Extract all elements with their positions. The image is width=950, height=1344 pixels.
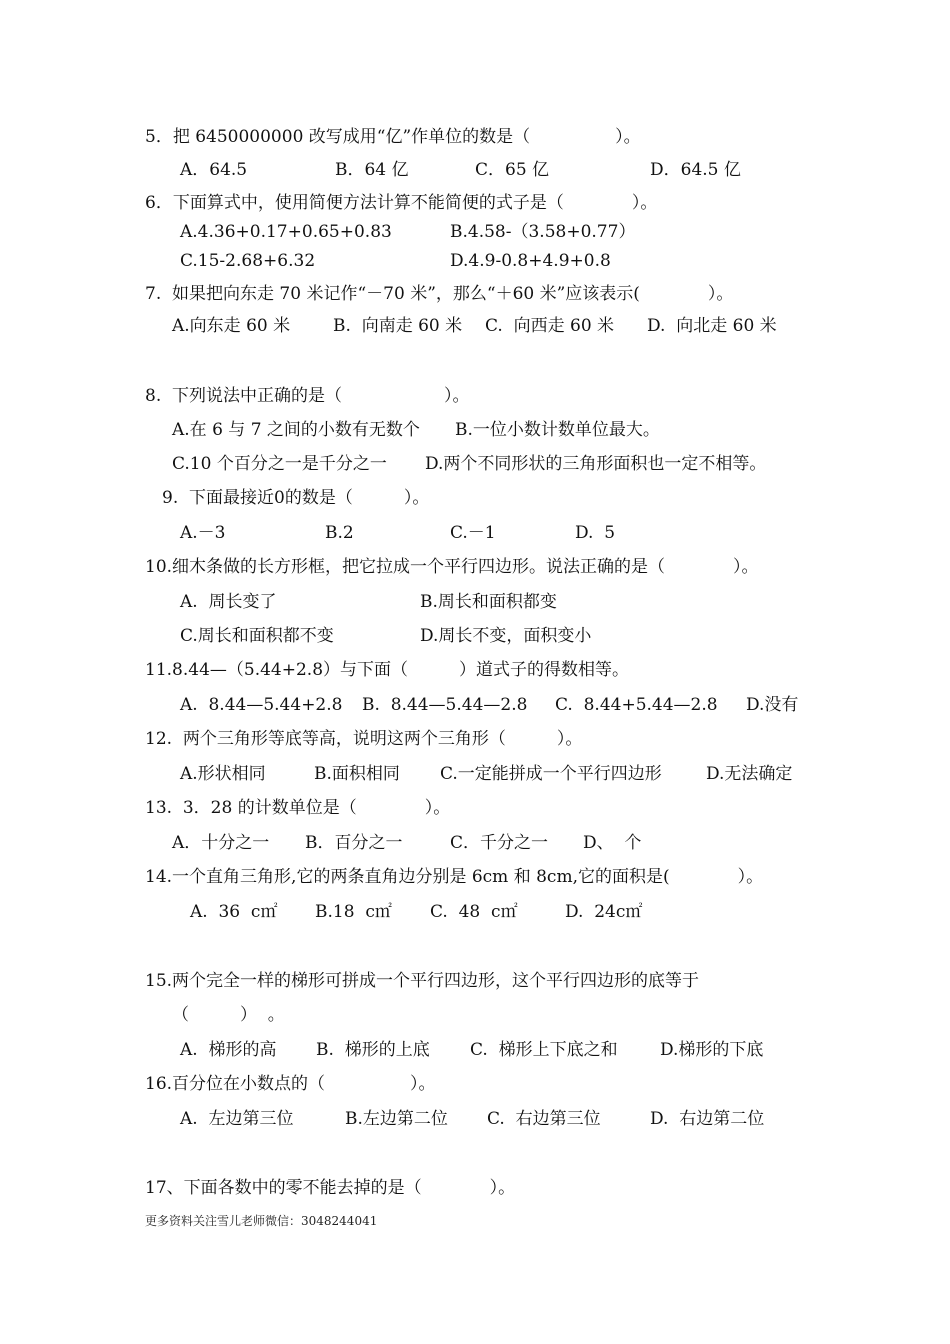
question-15-option-d: D.梯形的下底	[660, 1040, 764, 1060]
question-10-option-d: D.周长不变，面积变小	[420, 626, 592, 646]
footer-note: 更多资料关注雪儿老师微信：3048244041	[145, 1214, 378, 1228]
question-15-option-b: B. 梯形的上底	[316, 1040, 430, 1060]
question-15-stem-continuation: （ ） 。	[172, 1005, 285, 1025]
question-13-option-d: D、 个	[583, 833, 642, 853]
question-16-option-b: B.左边第二位	[345, 1109, 448, 1129]
question-5-option-b: B．64 亿	[335, 160, 409, 180]
question-10-option-c: C.周长和面积都不变	[180, 626, 334, 646]
question-9-option-c: C.－1	[450, 523, 496, 543]
question-14-option-d: D. 24c㎡	[565, 902, 643, 922]
question-15-stem: 15.两个完全一样的梯形可拼成一个平行四边形，这个平行四边形的底等于	[145, 971, 700, 991]
question-10-option-a: A. 周长变了	[180, 592, 277, 612]
question-11-option-b: B. 8.44—5.44—2.8	[362, 695, 528, 715]
question-12-option-b: B.面积相同	[314, 764, 400, 784]
question-6-option-a: A.4.36+0.17+0.65+0.83	[180, 222, 392, 242]
question-13-option-a: A．十分之一	[172, 833, 270, 853]
question-5-option-c: C．65 亿	[475, 160, 550, 180]
question-10-option-b: B.周长和面积都变	[420, 592, 557, 612]
question-8-option-b: B.一位小数计数单位最大。	[455, 420, 660, 440]
question-17-stem: 17、下面各数中的零不能去掉的是（ ）。	[145, 1178, 516, 1198]
question-14-option-a: A. 36 c㎡	[190, 902, 278, 922]
question-14-option-c: C. 48 c㎡	[430, 902, 518, 922]
question-8-stem: 8. 下列说法中正确的是（ ）。	[145, 386, 470, 406]
question-8-option-c: C.10 个百分之一是千分之一	[172, 454, 387, 474]
question-6-stem: 6．下面算式中，使用简便方法计算不能简便的式子是（ ）。	[145, 193, 658, 213]
question-11-stem: 11.8.44—（5.44+2.8）与下面（ ）道式子的得数相等。	[145, 660, 630, 680]
question-8-option-a: A.在 6 与 7 之间的小数有无数个	[172, 420, 420, 440]
question-9-stem: 9. 下面最接近0的数是（ ）。	[162, 488, 430, 508]
question-15-option-c: C. 梯形上下底之和	[470, 1040, 618, 1060]
question-16-stem: 16.百分位在小数点的（ ）。	[145, 1074, 436, 1094]
question-6-option-b: B.4.58-（3.58+0.77）	[450, 222, 636, 242]
question-15-option-a: A. 梯形的高	[180, 1040, 277, 1060]
question-10-stem: 10.细木条做的长方形框，把它拉成一个平行四边形。说法正确的是（ ）。	[145, 557, 759, 577]
question-6-option-d: D.4.9-0.8+4.9+0.8	[450, 251, 611, 271]
question-9-option-a: A.－3	[180, 523, 226, 543]
question-12-option-d: D.无法确定	[706, 764, 793, 784]
question-9-option-b: B.2	[325, 523, 354, 543]
question-11-option-d: D.没有	[746, 695, 799, 715]
question-16-option-c: C. 右边第三位	[487, 1109, 601, 1129]
question-5-stem: 5．把 6450000000 改写成用“亿”作单位的数是（ ）。	[145, 127, 641, 147]
question-14-stem: 14.一个直角三角形,它的两条直角边分别是 6cm 和 8cm,它的面积是( ）。	[145, 867, 764, 887]
question-12-option-a: A.形状相同	[180, 764, 266, 784]
question-7-stem: 7. 如果把向东走 70 米记作“－70 米”，那么“＋60 米”应该表示( ）。	[145, 284, 734, 304]
question-7-option-c: C. 向西走 60 米	[485, 316, 615, 336]
question-16-option-a: A. 左边第三位	[180, 1109, 294, 1129]
question-14-option-b: B.18 c㎡	[315, 902, 392, 922]
question-8-option-d: D.两个不同形状的三角形面积也一定不相等。	[425, 454, 767, 474]
question-7-option-d: D. 向北走 60 米	[647, 316, 777, 336]
question-5-option-d: D．64.5 亿	[650, 160, 741, 180]
question-11-option-a: A. 8.44—5.44+2.8	[180, 695, 343, 715]
question-5-option-a: A．64.5	[180, 160, 248, 180]
question-16-option-d: D. 右边第二位	[650, 1109, 765, 1129]
question-13-option-c: C．千分之一	[450, 833, 549, 853]
question-11-option-c: C. 8.44+5.44—2.8	[555, 695, 718, 715]
question-12-stem: 12. 两个三角形等底等高，说明这两个三角形（ ）。	[145, 729, 583, 749]
question-7-option-a: A.向东走 60 米	[172, 316, 291, 336]
question-6-option-c: C.15-2.68+6.32	[180, 251, 316, 271]
question-12-option-c: C.一定能拼成一个平行四边形	[440, 764, 662, 784]
question-13-stem: 13. 3．28 的计数单位是（ ）。	[145, 798, 451, 818]
question-13-option-b: B．百分之一	[305, 833, 403, 853]
question-7-option-b: B. 向南走 60 米	[333, 316, 463, 336]
question-9-option-d: D. 5	[575, 523, 616, 543]
